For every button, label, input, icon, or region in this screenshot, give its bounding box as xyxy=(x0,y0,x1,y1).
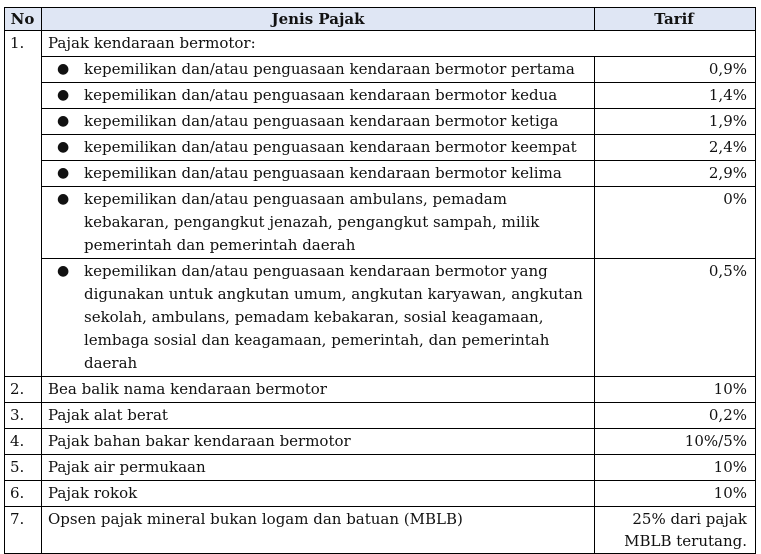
table-row xyxy=(5,109,756,135)
tarif-value: 0,5% xyxy=(595,259,756,377)
bullet-icon: ● xyxy=(57,165,70,181)
tarif-value: 1,4% xyxy=(595,83,756,109)
bullet-icon: ● xyxy=(57,263,70,279)
tax-rate-table xyxy=(4,7,756,554)
jenis-pajak: Pajak alat berat xyxy=(42,403,595,429)
table-row xyxy=(5,507,756,554)
row-number: 7. xyxy=(5,507,42,554)
table-row xyxy=(5,57,756,83)
table-header-row xyxy=(5,8,756,31)
list-item: ● kepemilikan dan/atau penguasaan kendaraan bermotor ketiga xyxy=(42,109,595,135)
tarif-value: 25% dari pajak MBLB terutang. xyxy=(595,507,756,554)
list-item: ● kepemilikan dan/atau penguasaan kendaraan bermotor yang digunakan untuk angkutan umum, angkutan karyawan, angkutan sekolah, ambulans, pemadam kebakaran, sosial keagamaan, lembaga sosial dan keagamaan, pemerintah, dan pemerintah daerah xyxy=(42,259,595,377)
tarif-value: 0,2% xyxy=(595,403,756,429)
tarif-value: 2,9% xyxy=(595,161,756,187)
tarif-value: 10% xyxy=(595,377,756,403)
table-row xyxy=(5,83,756,109)
list-item: ● kepemilikan dan/atau penguasaan kendaraan bermotor kelima xyxy=(42,161,595,187)
jenis-pajak: Pajak bahan bakar kendaraan bermotor xyxy=(42,429,595,455)
row-number: 5. xyxy=(5,455,42,481)
bullet-icon: ● xyxy=(57,87,70,103)
table-row xyxy=(5,481,756,507)
table-row xyxy=(5,377,756,403)
jenis-pajak: Pajak rokok xyxy=(42,481,595,507)
group-title: Pajak kendaraan bermotor: xyxy=(42,31,756,57)
tarif-value: 10% xyxy=(595,455,756,481)
bullet-icon: ● xyxy=(57,113,70,129)
bullet-icon: ● xyxy=(57,191,70,207)
list-item: ● kepemilikan dan/atau penguasaan kendaraan bermotor kedua xyxy=(42,83,595,109)
list-item: ● kepemilikan dan/atau penguasaan ambulans, pemadam kebakaran, pengangkut jenazah, pengangkut sampah, milik pemerintah dan pemerintah daerah xyxy=(42,187,595,259)
jenis-pajak: Pajak air permukaan xyxy=(42,455,595,481)
table-row xyxy=(5,429,756,455)
tarif-value: 0% xyxy=(595,187,756,259)
row-number: 2. xyxy=(5,377,42,403)
table-row xyxy=(5,161,756,187)
bullet-icon: ● xyxy=(57,139,70,155)
list-item: ● kepemilikan dan/atau penguasaan kendaraan bermotor keempat xyxy=(42,135,595,161)
row-number: 3. xyxy=(5,403,42,429)
tarif-value: 2,4% xyxy=(595,135,756,161)
row-number: 6. xyxy=(5,481,42,507)
table-row xyxy=(5,259,756,377)
row-number: 1. xyxy=(5,31,42,377)
row-number: 4. xyxy=(5,429,42,455)
jenis-pajak: Opsen pajak mineral bukan logam dan batuan (MBLB) xyxy=(42,507,595,554)
table-row xyxy=(5,135,756,161)
tarif-value: 0,9% xyxy=(595,57,756,83)
header-tarif: Tarif xyxy=(595,8,756,31)
list-item: ● kepemilikan dan/atau penguasaan kendaraan bermotor pertama xyxy=(42,57,595,83)
tarif-value: 1,9% xyxy=(595,109,756,135)
tarif-value: 10% xyxy=(595,481,756,507)
bullet-icon: ● xyxy=(57,61,70,77)
table-row xyxy=(5,455,756,481)
header-no: No xyxy=(5,8,42,31)
header-jenis-pajak: Jenis Pajak xyxy=(42,8,595,31)
table-row xyxy=(5,187,756,259)
table-row xyxy=(5,31,756,57)
jenis-pajak: Bea balik nama kendaraan bermotor xyxy=(42,377,595,403)
tarif-value: 10%/5% xyxy=(595,429,756,455)
table-row xyxy=(5,403,756,429)
